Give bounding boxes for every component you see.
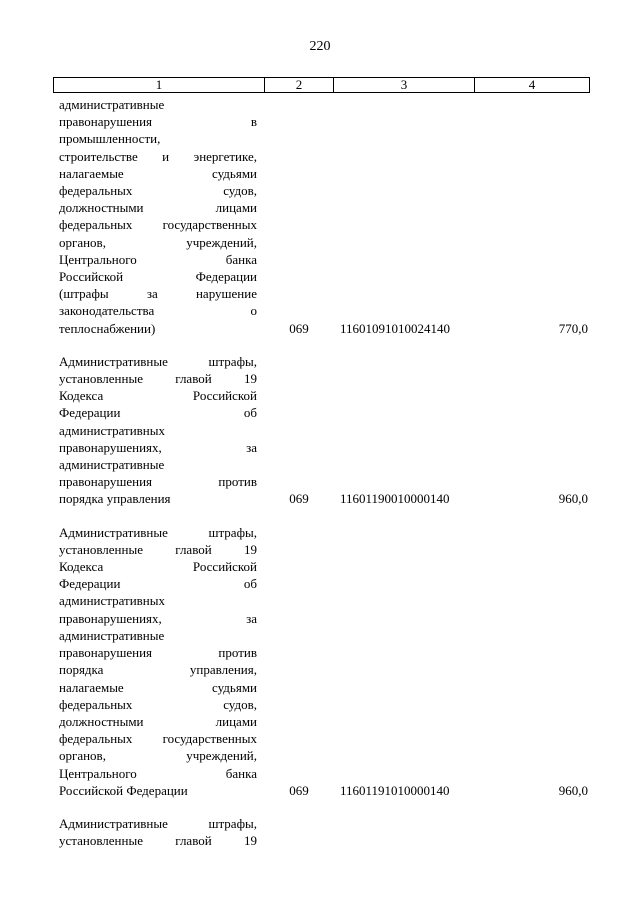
page-number: 220	[309, 39, 331, 54]
description-line: установленные главой 19	[59, 371, 257, 387]
description-line: правонарушения против	[59, 474, 257, 490]
description-line: Административные штрафы,	[59, 815, 257, 831]
description-line: федеральных судов,	[59, 696, 257, 712]
description-line: административных	[59, 593, 165, 609]
description-line: правонарушения в	[59, 114, 257, 130]
admin-code: 069	[289, 320, 309, 336]
description-line: Российской Федерации	[59, 269, 257, 285]
table-row	[0, 353, 640, 508]
description-line: Кодекса Российской	[59, 559, 257, 575]
description-line: Центрального банка	[59, 251, 257, 267]
description-line: административные	[59, 97, 165, 112]
description-line: правонарушениях, за	[59, 439, 257, 455]
description-line: федеральных судов,	[59, 183, 257, 199]
description-line: административных	[59, 422, 165, 438]
description-line: органов, учреждений,	[59, 748, 257, 764]
description-line: Центрального банка	[59, 765, 257, 781]
description-line: теплоснабжении)	[59, 320, 156, 336]
description-line: органов, учреждений,	[59, 234, 257, 250]
row-description	[59, 96, 257, 337]
amount: 960,0	[558, 782, 588, 798]
budget-code: 11601091010024140	[340, 320, 451, 336]
description-line: административные	[59, 627, 165, 643]
description-line: Кодекса Российской	[59, 388, 257, 404]
admin-code: 069	[289, 782, 309, 798]
description-line: правонарушения против	[59, 645, 257, 661]
description-line: (штрафы за нарушение	[59, 286, 257, 302]
description-line: налагаемые судьями	[59, 165, 257, 181]
description-line: Административные штрафы,	[59, 353, 257, 369]
description-line: строительстве и энергетике,	[59, 148, 257, 164]
description-line: установленные главой 19	[59, 833, 257, 849]
description-line: порядка управления	[59, 491, 171, 507]
description-line: федеральных государственных	[59, 217, 257, 233]
description-line: порядка управления,	[59, 662, 257, 678]
description-line: правонарушениях, за	[59, 610, 257, 626]
header-col-2: 2	[265, 78, 334, 92]
description-line: Российской Федерации	[59, 782, 188, 798]
description-line: должностными лицами	[59, 200, 257, 216]
description-line: Федерации об	[59, 576, 257, 592]
description-line: федеральных государственных	[59, 731, 257, 747]
header-col-3: 3	[334, 78, 475, 92]
description-line: установленные главой 19	[59, 541, 257, 557]
row-description	[59, 815, 257, 849]
budget-code: 11601191010000140	[340, 782, 450, 798]
table-row	[0, 815, 640, 849]
table-row	[0, 524, 640, 799]
admin-code: 069	[289, 491, 309, 507]
description-line: должностными лицами	[59, 713, 257, 729]
row-description	[59, 524, 257, 799]
amount: 770,0	[558, 320, 588, 336]
table-header	[53, 77, 590, 93]
description-line: налагаемые судьями	[59, 679, 257, 695]
description-line: Административные штрафы,	[59, 524, 257, 540]
description-line: административные	[59, 457, 165, 473]
table-body	[0, 96, 640, 849]
amount: 960,0	[558, 491, 588, 507]
budget-code: 11601190010000140	[340, 491, 450, 507]
header-col-4: 4	[528, 77, 536, 92]
table-row	[0, 96, 640, 337]
header-col-1: 1	[54, 78, 265, 92]
row-description	[59, 353, 257, 508]
description-line: законодательства о	[59, 303, 257, 319]
description-line: Федерации об	[59, 405, 257, 421]
description-line: промышленности,	[59, 131, 161, 147]
